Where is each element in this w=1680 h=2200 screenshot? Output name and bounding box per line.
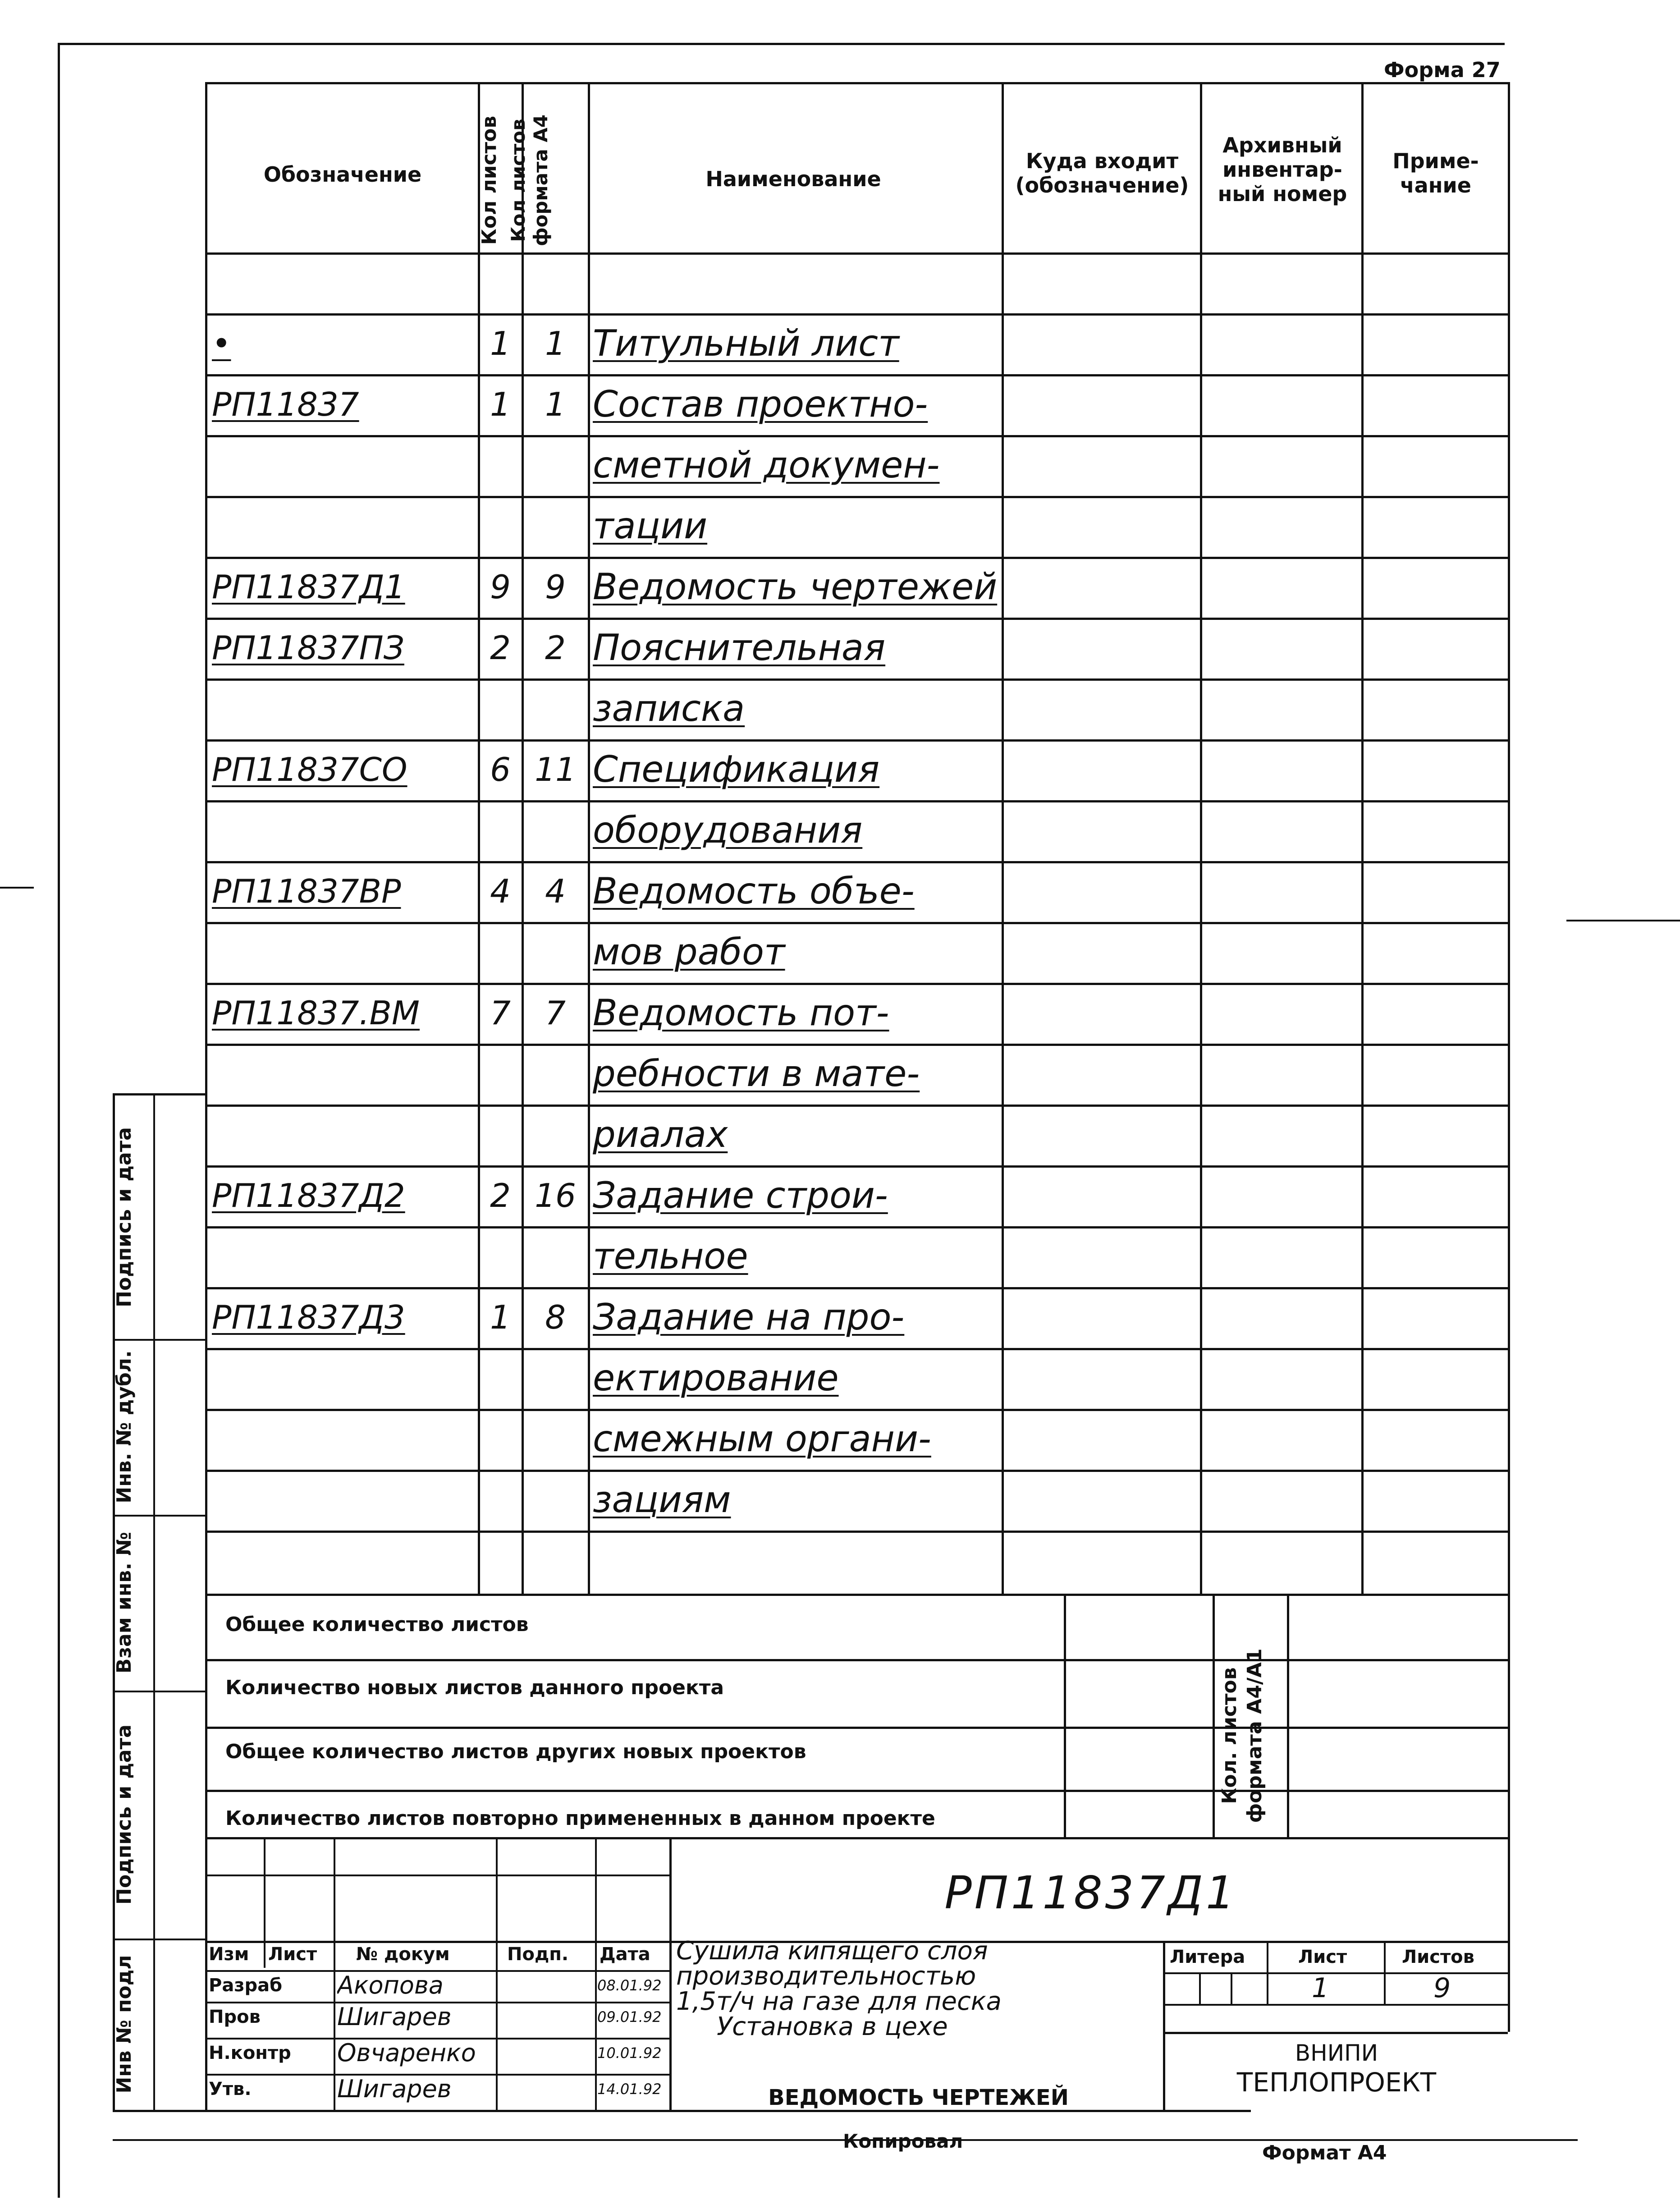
stamp-row-a [205, 1875, 669, 1876]
row-name: оборудования [593, 809, 863, 851]
row-designation: • [212, 325, 231, 362]
col-div-5 [1200, 82, 1202, 1596]
litera-row-2 [1163, 2004, 1508, 2006]
table-row-line [205, 1044, 1509, 1046]
stamp-name: Шигарев [337, 2075, 452, 2103]
form-label: Форма 27 [1384, 58, 1501, 82]
stamp-name: Овчаренко [337, 2039, 476, 2067]
table-row-line [205, 618, 1509, 620]
row-name: Задание на про- [593, 1296, 905, 1338]
stamp-doc-code: РП11837Д1 [944, 1866, 1237, 1919]
table-row-line [205, 435, 1509, 437]
stamp-col-sign: Подп. [507, 1944, 569, 1965]
litera-col-b [1231, 1972, 1232, 2004]
row-designation: РП11837Д3 [212, 1298, 405, 1336]
col-div-1 [478, 82, 480, 1596]
stamp-top [205, 1837, 1509, 1839]
row-name: записка [593, 688, 745, 729]
side-dup-inv: Инв. № дубл. [113, 1350, 136, 1503]
stamp-title-line: производительностью [676, 1962, 976, 1991]
left-margin-mark [0, 887, 34, 889]
row-name: Ведомость пот- [593, 992, 889, 1034]
totals-val-div [1064, 1594, 1066, 1837]
litera-row-1 [1163, 1972, 1508, 1974]
table-row-line [205, 800, 1509, 802]
stamp-col-list: Лист [268, 1944, 317, 1965]
header-sheets-a4: Кол листов формата А4 [507, 114, 552, 247]
sheets-label: Листов [1402, 1947, 1474, 1967]
row-sheets-a4: 1 [545, 385, 566, 423]
table-row-line [205, 1226, 1509, 1228]
side-replace-inv: Взам инв. № [113, 1531, 136, 1674]
table-row-line [205, 1348, 1509, 1350]
stamp-name: Акопова [337, 1971, 444, 1999]
totals-row-3 [205, 1727, 1509, 1729]
row-designation: РП11837Д2 [212, 1177, 405, 1215]
table-row-line [205, 557, 1509, 559]
stamp-date: 09.01.92 [597, 2008, 662, 2026]
side-orig-inv: Инв № подл [113, 1955, 136, 2094]
org-line1: ВНИПИ [1295, 2040, 1378, 2066]
outer-frame-top [58, 43, 1505, 45]
row-designation: РП11837ПЗ [212, 629, 404, 667]
litera-row-3 [1163, 2032, 1508, 2034]
totals-new: Количество новых листов данного проекта [225, 1676, 724, 1699]
row-name: сметной докумен- [593, 444, 940, 486]
right-margin-mark [1566, 920, 1680, 921]
row-sheets-a4: 9 [545, 568, 566, 606]
table-row-line [205, 496, 1509, 498]
stamp-date: 10.01.92 [597, 2044, 662, 2062]
row-sheets: 1 [490, 325, 511, 362]
row-sheets-a4: 8 [545, 1298, 566, 1336]
row-name: Спецификация [593, 748, 880, 790]
stamp-col-6 [1163, 1941, 1165, 2110]
row-name: Титульный лист [593, 322, 899, 364]
row-sheets: 9 [490, 568, 511, 606]
totals-a4-div2 [1287, 1594, 1289, 1837]
footer-format: Формат А4 [1262, 2141, 1387, 2164]
stamp-col-5 [669, 1837, 672, 2110]
org-line2: ТЕПЛОПРОЕКТ [1236, 2067, 1437, 2098]
header-designation: Обозначение [263, 162, 422, 187]
stamp-col-4 [595, 1837, 597, 2110]
table-row-line [205, 374, 1509, 376]
footer-copied: Копировал [843, 2130, 963, 2152]
header-where-used: Куда входит (обозначение) [1015, 149, 1189, 197]
litera-label: Литера [1170, 1947, 1245, 1967]
totals-a4-div1 [1213, 1594, 1215, 1837]
table-row-line [205, 1287, 1509, 1289]
table-row-line [205, 1531, 1509, 1533]
table-row-line [205, 983, 1509, 985]
col-div-3 [588, 82, 590, 1596]
totals-top [205, 1594, 1509, 1596]
col-div-4 [1002, 82, 1004, 1596]
table-row-line [205, 739, 1509, 742]
stamp-col-2 [334, 1837, 335, 2110]
totals-row-2 [205, 1659, 1509, 1661]
sheets-value: 9 [1433, 1972, 1451, 2004]
table-row-line [205, 313, 1509, 316]
sheet-value: 1 [1312, 1972, 1329, 2004]
stamp-role: Разраб [209, 1975, 283, 1996]
table-row-line [205, 1165, 1509, 1168]
stamp-title-line: Установка в цехе [717, 2012, 948, 2041]
row-sheets-a4: 4 [545, 872, 566, 910]
litera-col-a [1199, 1972, 1201, 2004]
side-strip-inner [153, 1093, 155, 2110]
table-row-line [205, 678, 1509, 681]
side-strip-bottom [113, 2110, 205, 2112]
row-name: смежным органи- [593, 1418, 931, 1460]
stamp-date: 14.01.92 [597, 2081, 662, 2098]
totals-row-4 [205, 1790, 1509, 1792]
row-designation: РП11837.ВМ [212, 994, 420, 1032]
totals-a4-header: Кол. листов формата А4/А1 [1218, 1648, 1266, 1823]
row-designation: РП11837Д1 [212, 568, 405, 606]
table-row-line [205, 1105, 1509, 1107]
header-note: Приме-чание [1392, 149, 1479, 197]
stamp-col-1 [264, 1837, 266, 1968]
row-name: Состав проектно- [593, 383, 928, 425]
row-sheets: 4 [490, 872, 511, 910]
row-name: тельное [593, 1235, 748, 1277]
stamp-col-date: Дата [600, 1944, 650, 1965]
row-sheets: 7 [490, 994, 511, 1032]
header-archive-no: Архивный инвентар-ный номер [1218, 133, 1347, 206]
row-name: Пояснительная [593, 627, 886, 669]
totals-other: Общее количество листов других новых проектов [225, 1740, 806, 1763]
stamp-role: Утв. [209, 2079, 252, 2099]
table-top [205, 82, 1509, 84]
row-name: зациям [593, 1479, 731, 1521]
row-sheets: 6 [490, 751, 511, 788]
row-designation: РП11837СО [212, 751, 407, 788]
table-row-line [205, 252, 1509, 255]
row-name: тации [593, 505, 708, 547]
row-name: Ведомость чертежей [593, 566, 998, 608]
row-designation: РП11837ВР [212, 872, 401, 910]
row-name: Ведомость объе- [593, 870, 915, 912]
table-row-line [205, 1470, 1509, 1472]
side-sign-date-1: Подпись и дата [113, 1127, 136, 1307]
row-sheets: 1 [490, 1298, 511, 1336]
header-sheets: Кол листов [478, 115, 501, 245]
table-row-line [205, 922, 1509, 924]
table-row-line [205, 1409, 1509, 1411]
stamp-role: Н.контр [209, 2043, 291, 2063]
totals-reused: Количество листов повторно примененных в данном проекте [225, 1807, 935, 1830]
stamp-col-3 [496, 1837, 498, 2110]
table-row-line [205, 861, 1509, 863]
row-name: риалах [593, 1114, 728, 1155]
row-sheets: 2 [490, 629, 511, 667]
col-div-2 [522, 82, 524, 1596]
stamp-title [676, 1936, 1161, 2041]
stamp-role: Пров [209, 2007, 261, 2027]
stamp-title-line: 1,5т/ч на газе для песка [676, 1987, 1002, 2016]
stamp-name: Шигарев [337, 2003, 452, 2031]
row-sheets-a4: 1 [545, 325, 566, 362]
row-sheets: 1 [490, 385, 511, 423]
col-div-6 [1361, 82, 1364, 1596]
stamp-date: 08.01.92 [597, 1977, 662, 1994]
table-left [205, 82, 207, 2111]
litera-col-c [1267, 1941, 1268, 2004]
row-sheets-a4: 11 [535, 751, 576, 788]
row-name: Задание строи- [593, 1174, 888, 1216]
row-sheets-a4: 2 [545, 629, 566, 667]
row-name: мов работ [593, 931, 785, 973]
totals-total: Общее количество листов [225, 1613, 529, 1636]
row-name: ектирование [593, 1357, 839, 1399]
row-name: ребности в мате- [593, 1053, 920, 1095]
outer-frame-left [58, 43, 60, 2198]
stamp-doc-title: ВЕДОМОСТЬ ЧЕРТЕЖЕЙ [768, 2085, 1069, 2110]
stamp-col-izm: Изм [209, 1944, 249, 1965]
side-sign-date-2: Подпись и дата [113, 1724, 136, 1905]
stamp-title-line: Сушила кипящего слоя [676, 1936, 988, 1966]
row-sheets-a4: 16 [535, 1177, 576, 1215]
row-designation: РП11837 [212, 385, 359, 423]
row-sheets: 2 [490, 1177, 511, 1215]
stamp-col-doc: № докум [356, 1944, 450, 1965]
litera-col-d [1384, 1941, 1386, 2004]
header-name: Наименование [705, 167, 881, 191]
row-sheets-a4: 7 [545, 994, 566, 1032]
sheet-label: Лист [1298, 1947, 1347, 1967]
